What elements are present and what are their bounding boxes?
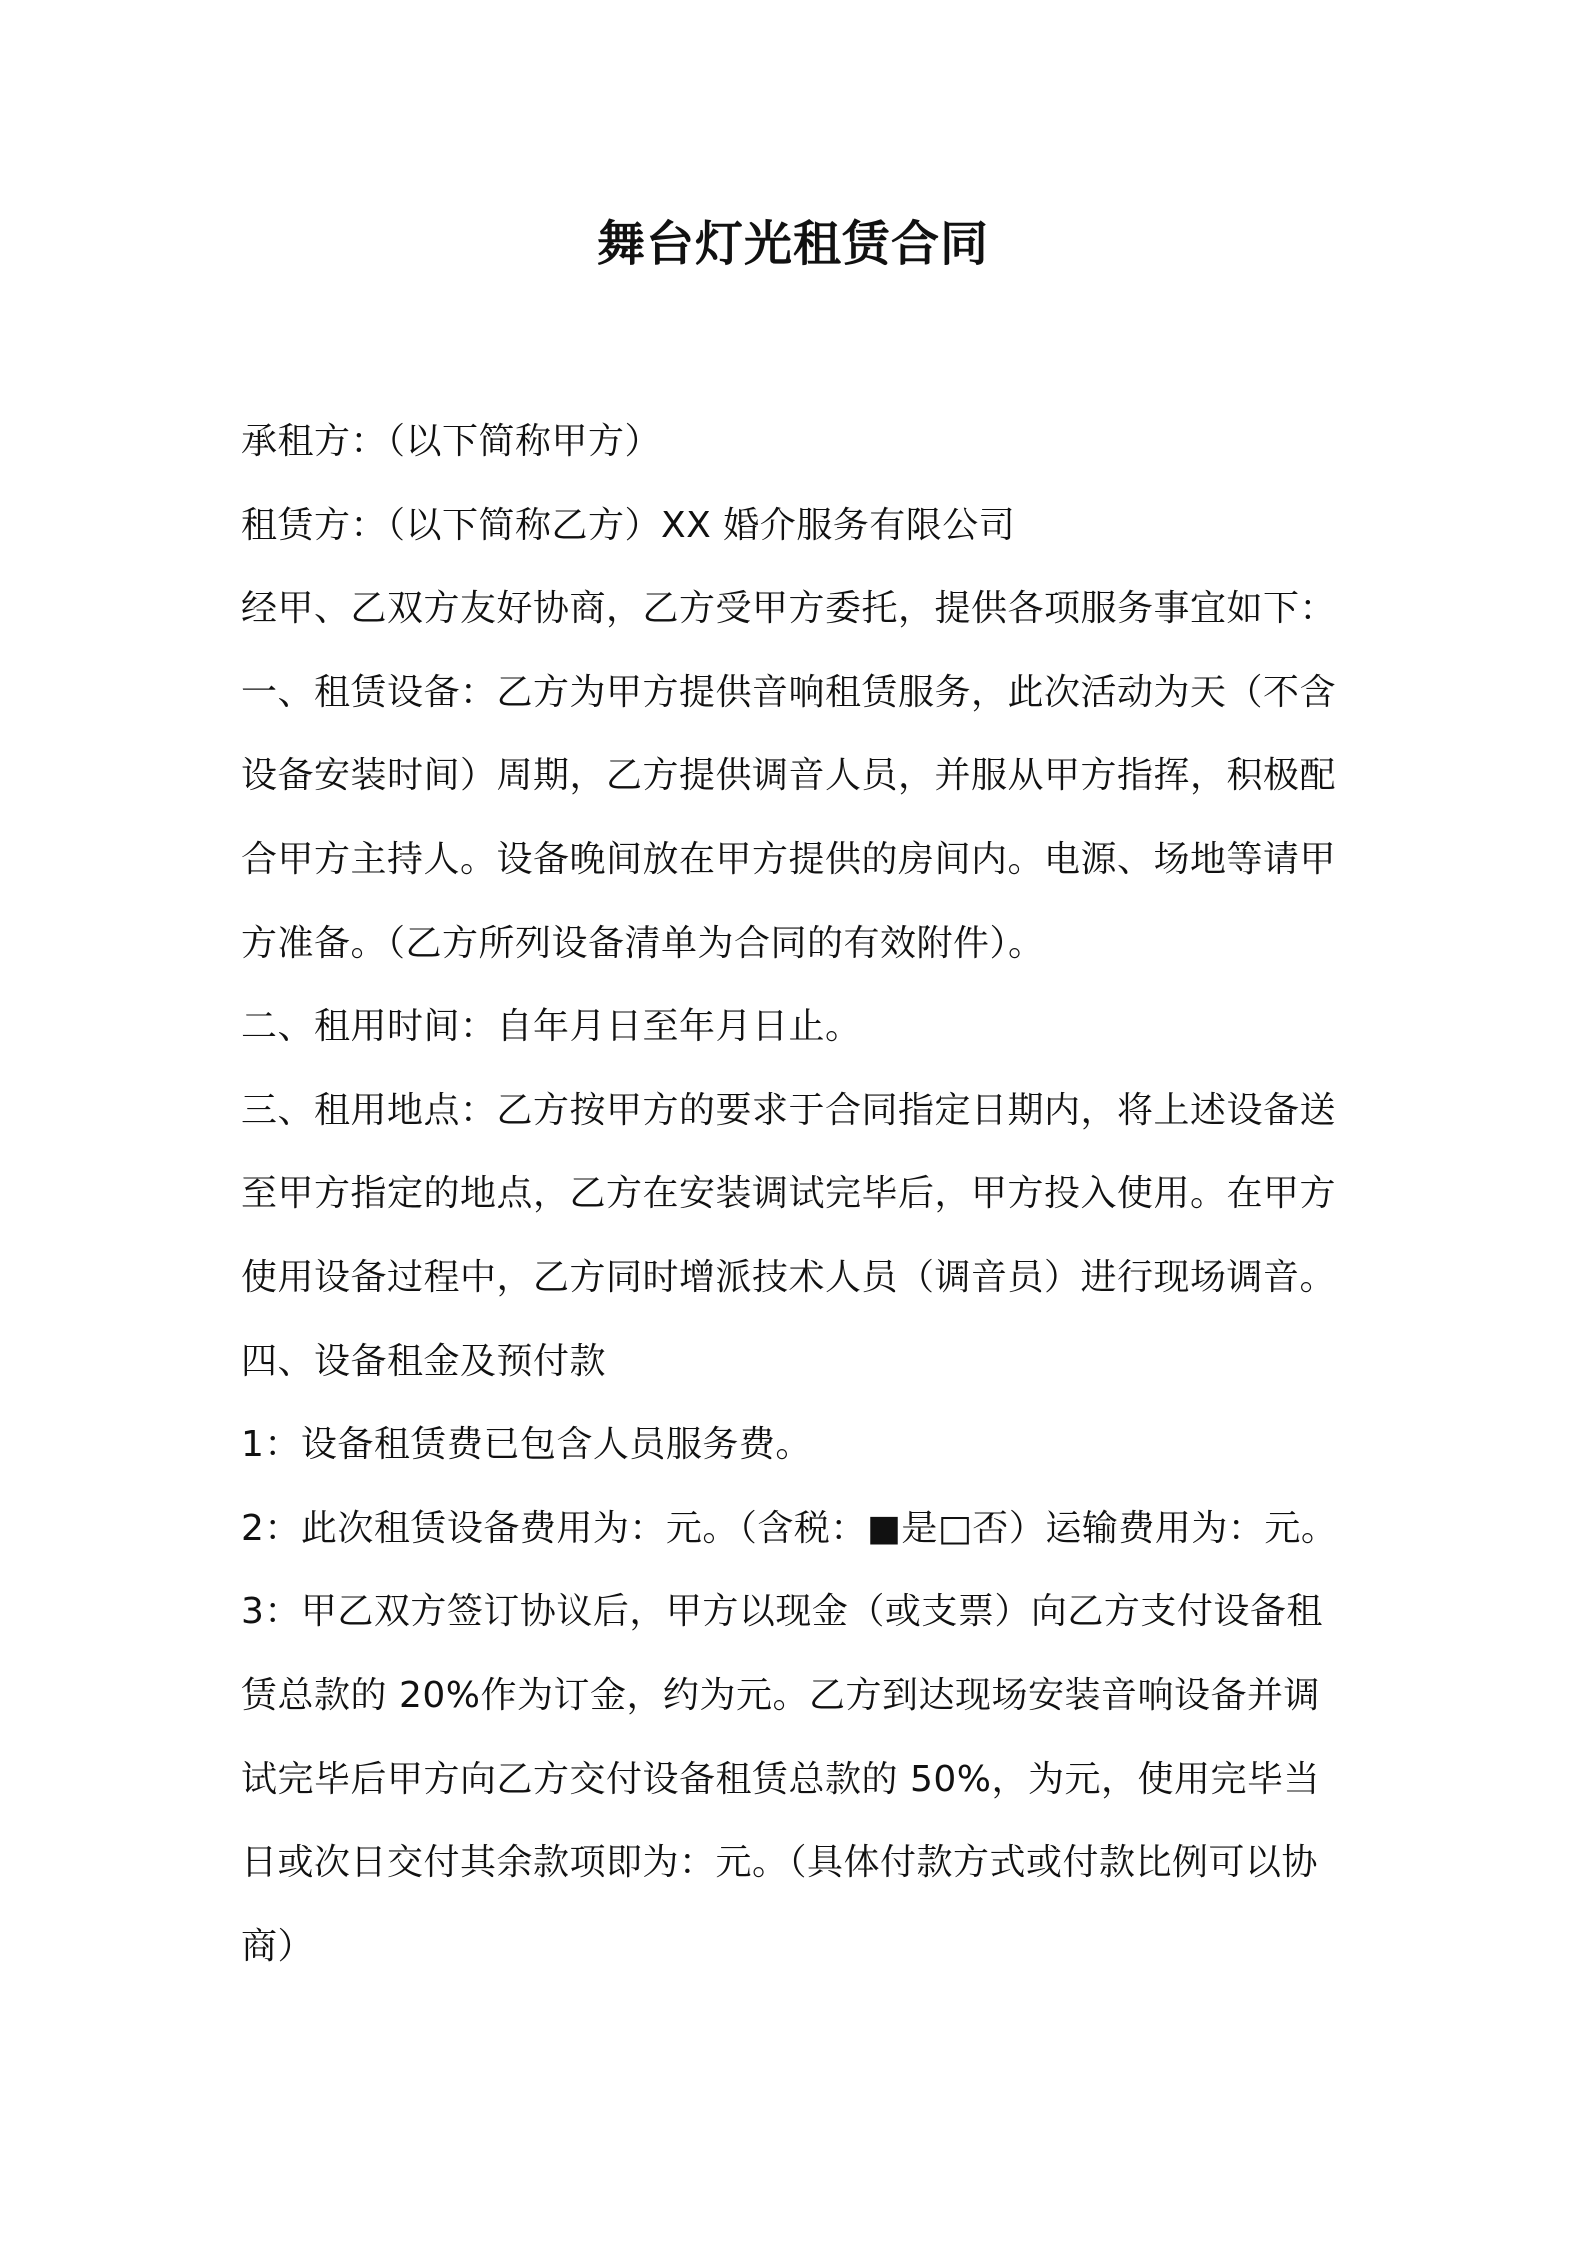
lessee-line: 承租方：（以下简称甲方） [241, 421, 662, 462]
intro-line: 经甲、乙双方友好协商，乙方受甲方委托，提供各项服务事宜如下： [241, 588, 1337, 630]
clause-4-item-1: 1：设备租赁费已包含人员服务费。 [241, 1424, 812, 1466]
clause-1-line-2: 设备安装时间）周期，乙方提供调音人员，并服从甲方指挥，积极配 [241, 755, 1337, 797]
clause-4-item-3-line-4: 日或次日交付其余款项即为：元。（具体付款方式或付款比例可以协 [241, 1842, 1319, 1884]
clause-3-line-3: 使用设备过程中，乙方同时增派技术人员（调音员）进行现场调音。 [241, 1256, 1337, 1298]
clause-1-line-3: 合甲方主持人。设备晚间放在甲方提供的房间内。电源、场地等请甲 [241, 838, 1337, 880]
clause-3-line-2: 至甲方指定的地点，乙方在安装调试完毕后，甲方投入使用。在甲方 [241, 1173, 1337, 1215]
contract-body [241, 400, 1351, 1988]
clause-1-line-1: 一、租赁设备：乙方为甲方提供音响租赁服务，此次活动为天（不含 [241, 671, 1337, 713]
clause-3-line-1: 三、租用地点：乙方按甲方的要求于合同指定日期内，将上述设备送 [241, 1089, 1337, 1131]
clause-4-item-3-line-3: 试完毕后甲方向乙方交付设备租赁总款的 50%，为元，使用完毕当 [241, 1758, 1320, 1800]
clause-4-heading: 四、设备租金及预付款 [241, 1340, 607, 1382]
clause-4-item-3-line-2: 赁总款的 20%作为订金，约为元。乙方到达现场安装音响设备并调 [241, 1674, 1320, 1716]
clause-4-item-2: 2：此次租赁设备费用为：元。（含税：■是□否）运输费用为：元。 [241, 1507, 1338, 1549]
clause-1-line-4: 方准备。（乙方所列设备清单为合同的有效附件）。 [241, 922, 1045, 964]
document-title: 舞台灯光租赁合同 [596, 216, 989, 272]
clause-2-line: 二、租用时间：自年月日至年月日止。 [241, 1006, 862, 1048]
lessor-line: 租赁方：（以下简称乙方）XX 婚介服务有限公司 [241, 504, 1016, 546]
clause-4-item-3-line-1: 3：甲乙双方签订协议后，甲方以现金（或支票）向乙方支付设备租 [241, 1591, 1323, 1633]
clause-4-item-3-line-5: 商） [241, 1925, 315, 1967]
